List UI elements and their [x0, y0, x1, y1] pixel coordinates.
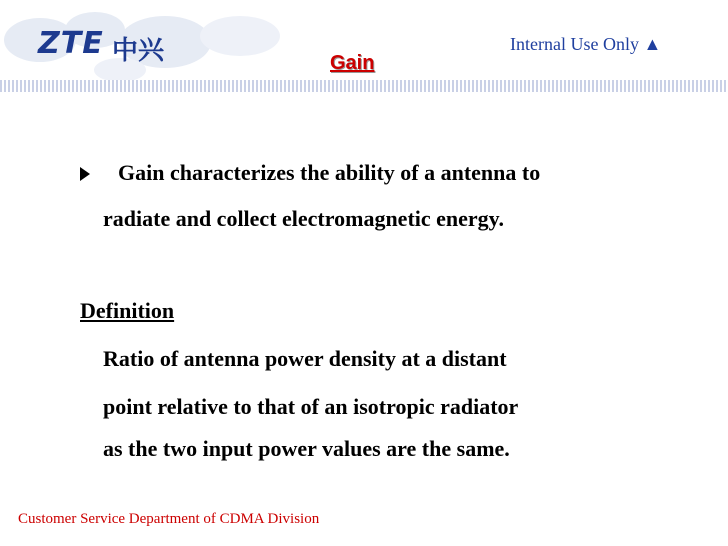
- slide-header: [0, 0, 728, 92]
- definition-line-2: point relative to that of an isotropic radiator: [103, 394, 519, 419]
- bullet-line-1: Gain characterizes the ability of a antenna to: [118, 160, 541, 185]
- definition-line-3: as the two input power values are the same.: [103, 436, 510, 461]
- zte-logo: [20, 18, 190, 68]
- classification-label: Internal Use Only ▲: [510, 34, 662, 54]
- footer-text: Customer Service Department of CDMA Division: [18, 511, 320, 527]
- bullet-icon: [80, 167, 90, 181]
- logo-cjk-text: 中兴: [112, 36, 165, 66]
- bullet-line-2: radiate and collect electromagnetic energy.: [103, 206, 504, 231]
- slide-title: Gain: [330, 52, 375, 74]
- logo-text: ZTE: [38, 26, 104, 61]
- header-divider: [0, 80, 728, 92]
- bullet-item: [80, 160, 700, 190]
- definition-heading: Definition: [80, 298, 175, 323]
- definition-line-1: Ratio of antenna power density at a distant: [103, 346, 507, 371]
